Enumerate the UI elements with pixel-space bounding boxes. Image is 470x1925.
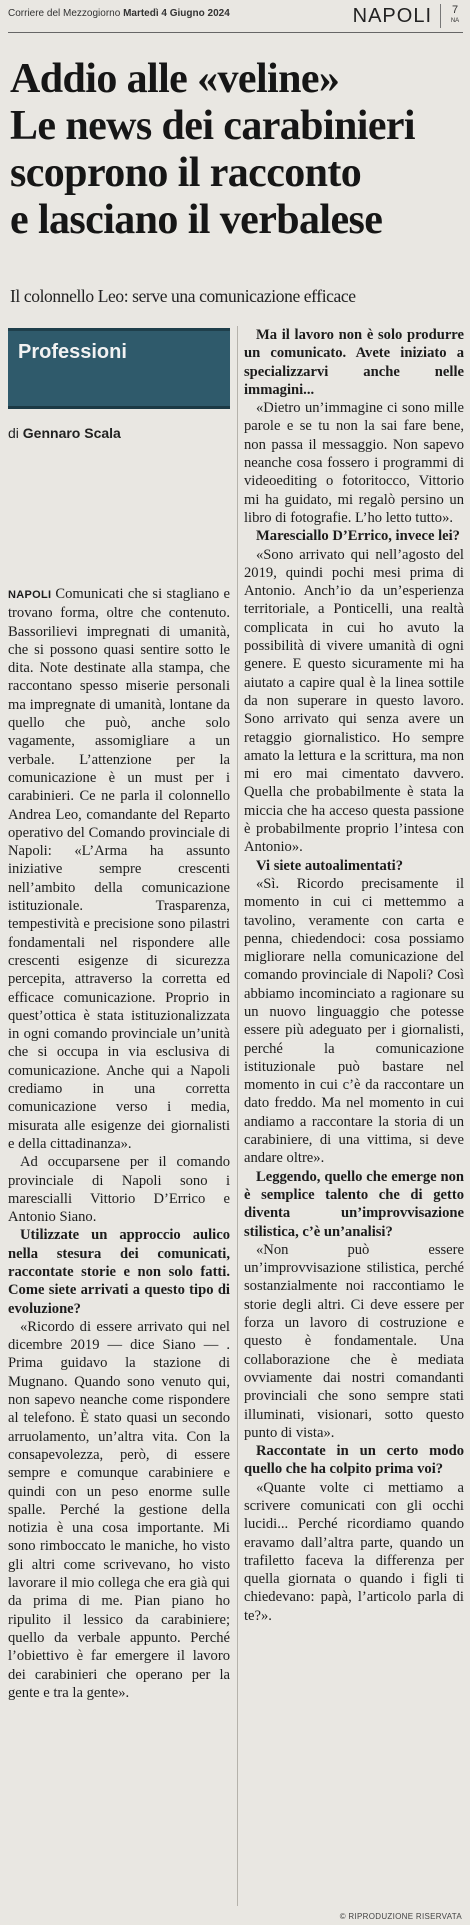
body-paragraph [8,1318,230,1702]
byline-author: Gennaro Scala [22,425,121,441]
paragraph-text: «Ricordo di essere arrivato qui nel dicembre 2019 — dice Siano — . Prima guidavo la stazione di Mugnano. Quando sono venuto qui, non sapevo neanche come rispondere al telefono. È stato quasi un secondo arruolamento, un’altra vita. Con la consapevolezza, però, di essere sempre e comunque carabiniere e quindi con un peso enorme sulle spalle. Perché la gestione della notizia è una cosa importante. Mi sono rimboccato le maniche, ho visto gli altri come scrivevano, ho visto lavorare il mio collega che era già qui da prima di me. Pian piano ho ripulito il lessico da carabiniere; quello da verbale appunto. Perché l’obiettivo è far emergere il lavoro dei carabinieri che operano per la gente e tra la gente». [8,1318,230,1701]
column-divider [237,326,238,1906]
interview-question [244,326,464,399]
paragraph-text: Comunicati che si stagliano e trovano forma, oltre che contenuto. Bassorilievi impregnati di umanità, che si possono quasi sentire sotto le dita. Note destinate alla stampa, che raccontano spesso miserie personali ma impregnate di umanità, lontane da quello che può, anche solo vagamente, assomigliare a un verbale. L’attenzione per la comunicazione è un must per i carabinieri. Ce ne parla il colonnello Andrea Leo, comandante del Reparto operativo del Comando provinciale di Napoli: «L’Arma ha assunto iniziative sempre crescenti nell’ambito della comunicazione istituzionale. Trasparenza, tempestività e precisione sono pilastri fondamentali nel rispondere alle crescenti esigenze di sicurezza percepita, attraverso la corretta ed efficace comunicazione. Proprio in quest’ottica è stata istituzionalizzata in ogni comando provinciale un’unità che si occupa in via esclusiva di comunicazione. Anche qui a Napoli crediamo in una corretta comunicazione verso i media, misurata alle esigenze dei giornalisti e della cittadinanza». [8,586,230,1152]
article-column-left [8,585,230,1702]
interview-question [244,527,464,545]
rubric-label: Professioni [18,341,127,363]
paper-name: Corriere del Mezzogiorno [8,8,121,19]
lead-paragraph [8,585,230,1153]
paragraph-text: Leggendo, quello che emerge non è semplice talento che di getto diventa un’improvvisazione stilistica, c’è un’analisi? [244,1168,464,1240]
masthead-paper-date [8,8,230,19]
dateline: NAPOLI [8,589,56,601]
paragraph-text: Ma il lavoro non è solo produrre un comunicato. Avete iniziato a specializzarvi anche nelle immagini... [244,327,464,398]
body-paragraph [244,1479,464,1625]
paragraph-text: «Dietro un’immagine ci sono mille parole e se tu non la sai fare bene, non passa il messaggio. Non sapevo neanche cosa fossero i programmi di videoediting o fotoritocco, Vittorio mi ha guidato, mi regalò persino un libro di fotografie. L’ho letto tutto». [244,400,464,526]
headline-line: Addio alle «veline» [10,56,340,102]
body-paragraph [244,1241,464,1442]
paragraph-text: Utilizzate un approccio aulico nella stesura dei comunicati, raccontate storie e non solo fatti. Come siete arrivati a questo tipo di evoluzione? [8,1227,230,1317]
article-column-right [244,326,464,1625]
rubric-box [8,328,230,409]
paragraph-text: Maresciallo D’Errico, invece lei? [256,528,460,545]
page-number: 7 [451,4,459,16]
interview-question [244,1168,464,1241]
masthead [8,4,463,33]
paragraph-text: «Non può essere un’improvvisazione stilistica, perché sostanzialmente noi raccontiamo le storie degli altri. Ci deve essere per forza un lavoro di costruzione e questo è fondamentale. Una collaborazione che è mediata ovviamente dai nostri comandanti provinciali che sono sempre stati illuminati, visionari, sotto questo punto di vista». [244,1241,464,1441]
subheadline: Il colonnello Leo: serve una comunicazione efficace [10,286,356,306]
headline-line: scoprono il racconto [10,150,362,196]
page-number-block [447,5,463,27]
section-name: NAPOLI [353,4,441,28]
paragraph-text: «Sono arrivato qui nell’agosto del 2019, quindi pochi mesi prima di Antonio. Anch’io da un’esperienza territoriale, a Ponticelli, una realtà complicata in cui ho avuto la possibilità di vivere umanità di ogni genere. E questo sicuramente mi ha aiutato a capire qual è la linea sottile da non superare in questo lavoro. Sono arrivato qui senza avere un retaggio giornalistico. Ho sempre amato la lettura e la scrittura, ma non mi ero mai cimentato davvero. Quella che probabilmente è stata la miccia che ha acceso questa passione è probabilmente proprio l’intesa con Antonio». [244,546,464,856]
headline [10,56,462,244]
paragraph-text: «Quante volte ci mettiamo a scrivere comunicati con gli occhi lucidi... Perché ricordiamo quando eravamo dall’altra parte, quando un trafiletto faceva la differenza per quella giornata o quando i figli ti chiedevano: papà, l’articolo parla di te?». [244,1479,464,1624]
headline-line: Le news dei carabinieri [10,103,415,149]
paragraph-text: «Sì. Ricordo precisamente il momento in cui ci mettemmo a tavolino, veramente con carta e penna, chiedendoci: cosa possiamo migliorare nella comunicazione del comando provinciale di Napoli? Così abbiamo incominciato a ragionare su un nuovo linguaggio che potesse essere più adeguato per i giornalisti, perché la comunicazione istituzionale può bastare nel momento in cui c’è da raccontare un dato freddo. Ma nel momento in cui andiamo a raccontare la storia di un carabiniere, di una vittima, si deve andare oltre». [244,875,464,1167]
body-paragraph [244,546,464,857]
copyright-notice: © RIPRODUZIONE RISERVATA [339,1912,462,1921]
body-paragraph [244,875,464,1168]
paragraph-text: Ad occuparsene per il comando provinciale di Napoli sono i marescialli Vittorio D’Errico e Antonio Siano. [8,1154,230,1226]
byline [8,425,230,441]
headline-line: e lasciano il verbalese [10,197,383,243]
page-edition-note: NA [450,18,460,24]
interview-question [8,1226,230,1317]
paragraph-text: Raccontate in un certo modo quello che ha colpito prima voi? [244,1443,464,1478]
issue-date: Martedì 4 Giugno 2024 [123,8,230,19]
paragraph-text: Vi siete autoalimentati? [256,857,403,874]
interview-question [244,1442,464,1479]
body-paragraph [8,1153,230,1226]
interview-question [244,857,464,875]
body-paragraph [244,399,464,527]
byline-prefix: di [8,425,19,441]
